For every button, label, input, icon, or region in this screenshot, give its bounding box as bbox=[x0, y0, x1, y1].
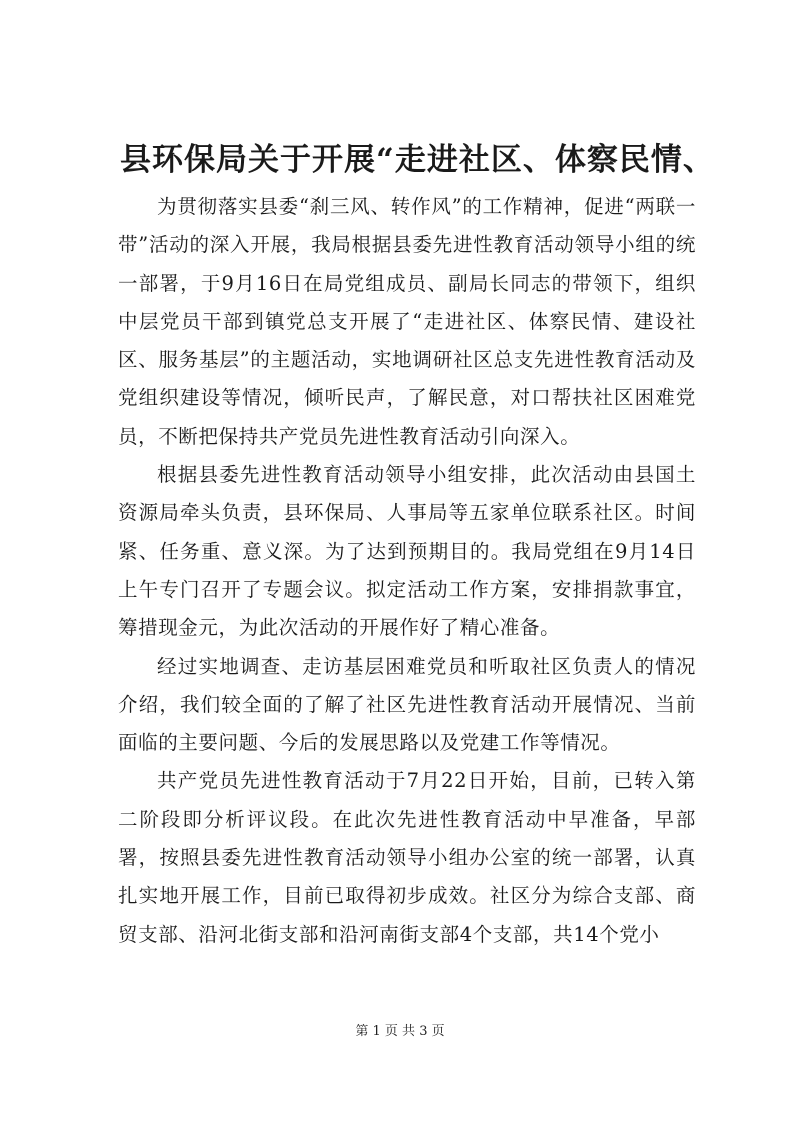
document-body bbox=[118, 188, 696, 954]
paragraph-1: 为贯彻落实县委“刹三风、转作风”的工作精神，促进“两联一带”活动的深入开展，我局根据县委先进性教育活动领导小组的统一部署，于9月16日在局党组成员、副局长同志的带领下，组织中层党员干部到镇党总支开展了“走进社区、体察民情、建设社区、服务基层”的主题活动，实地调研社区总支先进性教育活动及党组织建设等情况，倾听民声，了解民意，对口帮扶社区困难党员，不断把保持共产党员先进性教育活动引向深入。 bbox=[118, 195, 696, 448]
paragraph-4: 共产党员先进性教育活动于7月22日开始，目前，已转入第二阶段即分析评议段。在此次先进性教育活动中早准备，早部署，按照县委先进性教育活动领导小组办公室的统一部署，认真扎实地开展工作，目前已取得初步成效。社区分为综合支部、商贸支部、沿河北街支部和沿河南街支部4个支部，共14个党小 bbox=[118, 769, 696, 946]
paragraph-2: 根据县委先进性教育活动领导小组安排，此次活动由县国土资源局牵头负责，县环保局、人事局等五家单位联系社区。时间紧、任务重、意义深。为了达到预期目的。我局党组在9月14日上午专门召开了专题会议。拟定活动工作方案，安排捐款事宜，筹措现金元，为此次活动的开展作好了精心准备。 bbox=[118, 463, 696, 640]
document-title: 县环保局关于开展“走进社区、体察民情、 bbox=[120, 142, 715, 178]
page-number-footer: 第 1 页 共 3 页 bbox=[355, 1024, 445, 1039]
paragraph-3: 经过实地调查、走访基层困难党员和听取社区负责人的情况介绍，我们较全面的了解了社区先进性教育活动开展情况、当前面临的主要问题、今后的发展思路以及党建工作等情况。 bbox=[118, 654, 696, 755]
